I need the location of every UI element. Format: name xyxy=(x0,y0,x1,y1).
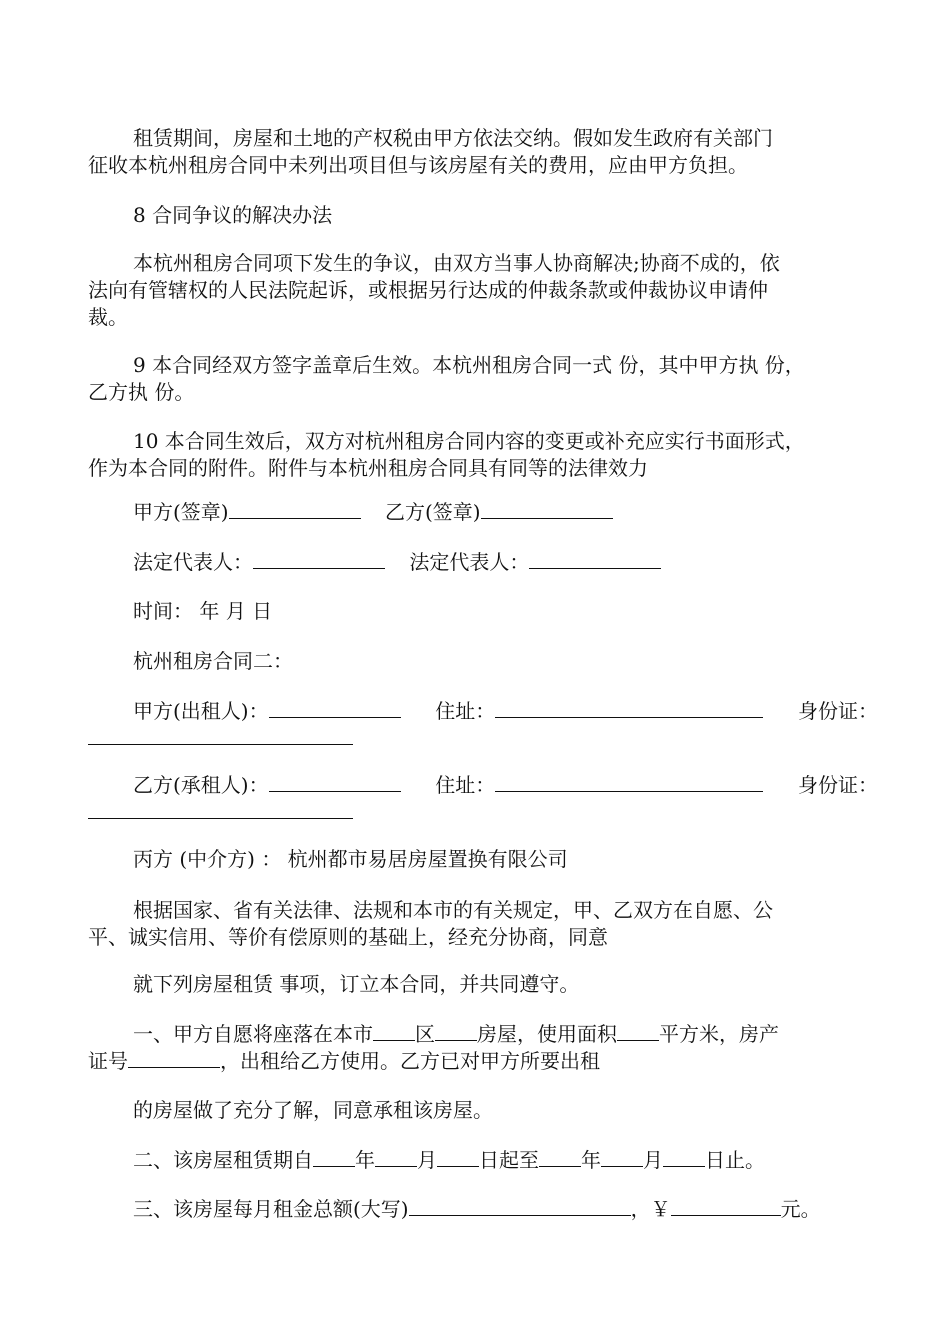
clause1-line1 xyxy=(133,1020,878,1048)
start-month-blank xyxy=(375,1146,417,1167)
paragraph-effective-line1: 9 本合同经双方签字盖章后生效。本杭州租房合同一式 份，其中甲方执 份， xyxy=(133,353,805,377)
legal-rep-a-blank xyxy=(253,548,385,569)
rent-amount-blank xyxy=(671,1195,781,1216)
intro-line3: 就下列房屋租赁 事项，订立本合同，并共同遵守。 xyxy=(133,972,580,996)
signature-date: 时间： 年 月 日 xyxy=(133,599,273,623)
start-day-blank xyxy=(437,1146,479,1167)
end-year-label: 年 xyxy=(581,1148,601,1172)
district-blank xyxy=(373,1020,415,1041)
party-b-seal-label: 乙方(签章) xyxy=(384,500,481,524)
agent-line: 丙方 (中介方) ： 杭州都市易居房屋置换有限公司 xyxy=(133,847,568,871)
lessor-name-blank xyxy=(269,697,401,718)
start-year-label: 年 xyxy=(355,1148,375,1172)
area-blank xyxy=(617,1020,659,1041)
clause2-text: 二、该房屋租赁期自 xyxy=(133,1148,313,1172)
legal-rep-a-label: 法定代表人： xyxy=(133,550,253,574)
paragraph-amendment-line2: 作为本合同的附件。附件与本杭州租房合同具有同等的法律效力 xyxy=(88,456,648,480)
end-year-blank xyxy=(539,1146,581,1167)
paragraph-dispute-line2: 法向有管辖权的人民法院起诉，或根据另行达成的仲裁条款或仲裁协议申请仲 xyxy=(88,278,768,302)
lessee-name-blank xyxy=(269,771,401,792)
lessee-id-blank xyxy=(88,798,353,819)
end-month-blank xyxy=(601,1146,643,1167)
lessor-row xyxy=(133,697,878,725)
end-month-label: 月 xyxy=(643,1148,663,1172)
end-day-label: 日止。 xyxy=(705,1148,765,1172)
lessor-id-label: 身份证： xyxy=(797,699,878,723)
clause1-text-b: 区 xyxy=(415,1022,435,1046)
clause1-text-c: 房屋，使用面积 xyxy=(477,1022,617,1046)
paragraph-tax-line2: 征收本杭州租房合同中未列出项目但与该房屋有关的费用，应由甲方负担。 xyxy=(88,153,748,177)
party-b-seal-blank xyxy=(481,498,613,519)
certificate-no-blank xyxy=(128,1047,220,1068)
contract2-title: 杭州租房合同二： xyxy=(133,649,293,673)
rent-words-blank xyxy=(409,1195,631,1216)
start-month-label: 月 xyxy=(417,1148,437,1172)
paragraph-dispute-line1: 本杭州租房合同项下发生的争议，由双方当事人协商解决;协商不成的，依 xyxy=(133,251,780,275)
legal-rep-b-blank xyxy=(529,548,661,569)
signature-row-legal-rep xyxy=(133,548,878,576)
lessor-address-blank xyxy=(495,697,763,718)
end-day-blank xyxy=(663,1146,705,1167)
party-a-seal-blank xyxy=(229,498,361,519)
clause1-text-f: ，出租给乙方使用。乙方已对甲方所要出租 xyxy=(220,1049,600,1073)
signature-row-parties xyxy=(133,498,878,526)
party-a-seal-label: 甲方(签章) xyxy=(133,500,229,524)
lessee-label: 乙方(承租人)： xyxy=(133,773,269,797)
lessor-id-blank xyxy=(88,724,353,745)
clause3-yuan-sign: ，￥ xyxy=(630,1197,671,1221)
house-blank xyxy=(435,1020,477,1041)
lessee-id-label: 身份证： xyxy=(797,773,878,797)
clause1-text-e: 证号 xyxy=(88,1049,128,1073)
paragraph-amendment-line1: 10 本合同生效后，双方对杭州租房合同内容的变更或补充应实行书面形式， xyxy=(133,429,805,453)
lessee-address-label: 住址： xyxy=(435,773,496,797)
lessor-address-label: 住址： xyxy=(435,699,496,723)
paragraph-dispute-line3: 裁。 xyxy=(88,305,128,329)
start-day-label: 日起至 xyxy=(479,1148,539,1172)
lessee-address-blank xyxy=(495,771,763,792)
clause3-text: 三、该房屋每月租金总额(大写) xyxy=(133,1197,409,1221)
lessee-row xyxy=(133,771,878,799)
clause3-unit: 元。 xyxy=(780,1197,821,1221)
intro-line1: 根据国家、省有关法律、法规和本市的有关规定，甲、乙双方在自愿、公 xyxy=(133,898,773,922)
start-year-blank xyxy=(313,1146,355,1167)
clause1-line2 xyxy=(88,1047,878,1075)
lessor-label: 甲方(出租人)： xyxy=(133,699,269,723)
clause2-line xyxy=(133,1146,878,1174)
intro-line2: 平、诚实信用、等价有偿原则的基础上，经充分协商，同意 xyxy=(88,925,608,949)
paragraph-effective-line2: 乙方执 份。 xyxy=(88,380,195,404)
heading-dispute-resolution: 8 合同争议的解决办法 xyxy=(133,203,333,227)
clause3-line xyxy=(133,1195,878,1223)
clause1-text-a: 一、甲方自愿将座落在本市 xyxy=(133,1022,373,1046)
clause1-text-d: 平方米，房产 xyxy=(659,1022,779,1046)
legal-rep-b-label: 法定代表人： xyxy=(409,550,530,574)
clause1-line3: 的房屋做了充分了解，同意承租该房屋。 xyxy=(133,1098,493,1122)
paragraph-tax-line1: 租赁期间，房屋和土地的产权税由甲方依法交纳。假如发生政府有关部门 xyxy=(133,126,773,150)
